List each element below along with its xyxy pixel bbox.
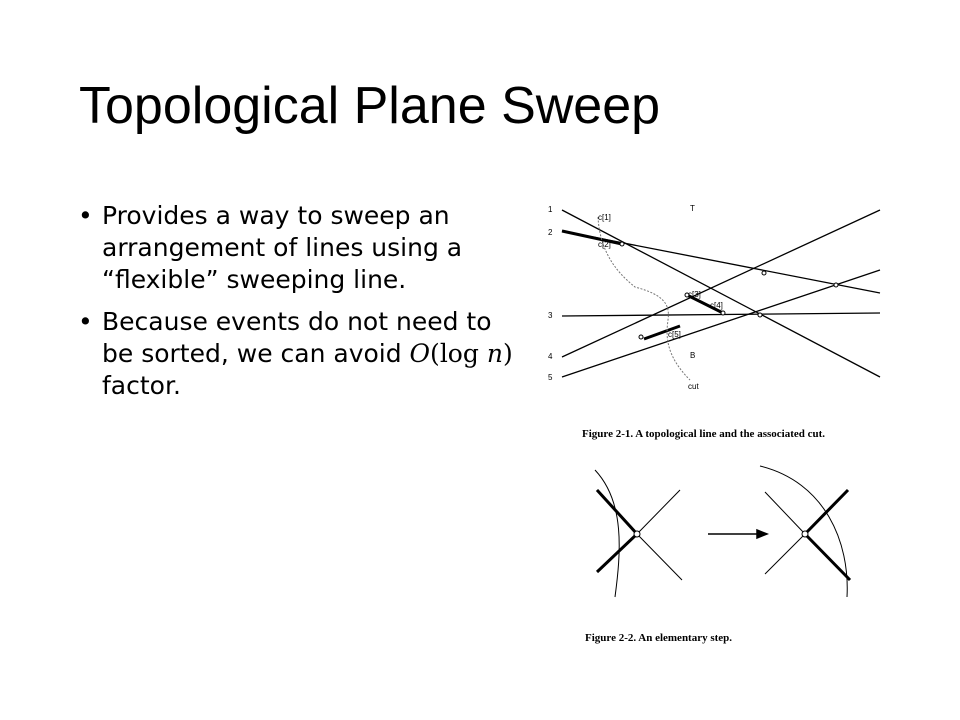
bullet-item: • Because events do not need to be sorted, we can avoid O(log n) factor. (78, 307, 513, 400)
bullet-icon: • (78, 201, 93, 230)
elementary-step-figure (585, 462, 865, 607)
bullet-text: Because events do not need to be sorted, we can avoid (102, 307, 492, 368)
line-5 (562, 270, 880, 377)
bullet-item (78, 200, 523, 296)
cut-label: c[4] (710, 301, 723, 310)
math-expression: O(log n) (409, 339, 513, 368)
slide-title: Topological Plane Sweep (79, 77, 661, 135)
cut-label: c[5] (668, 330, 681, 339)
line-label: 5 (548, 373, 553, 382)
bullet-list (78, 200, 523, 412)
line-label: 1 (548, 205, 553, 214)
bullet-icon: • (78, 307, 93, 336)
cut-curve-label: cut (688, 382, 699, 391)
line-1 (562, 210, 880, 377)
figure-1-caption: Figure 2-1. A topological line and the associated cut. (582, 428, 826, 440)
line-label: 3 (548, 311, 553, 320)
cut-label: c[2] (598, 240, 611, 249)
line-label: 2 (548, 228, 553, 237)
topological-line-figure (540, 195, 890, 400)
figure-2-caption: Figure 2-2. An elementary step. (585, 632, 733, 644)
cut-label: c[1] (598, 213, 611, 222)
bottom-label: B (690, 351, 696, 360)
line-label: 4 (548, 352, 553, 361)
bullet-text: Provides a way to sweep an arrangement of lines using a “flexible” sweeping line. (102, 201, 463, 294)
cut-label: c[3] (688, 290, 701, 299)
top-label: T (690, 204, 695, 213)
